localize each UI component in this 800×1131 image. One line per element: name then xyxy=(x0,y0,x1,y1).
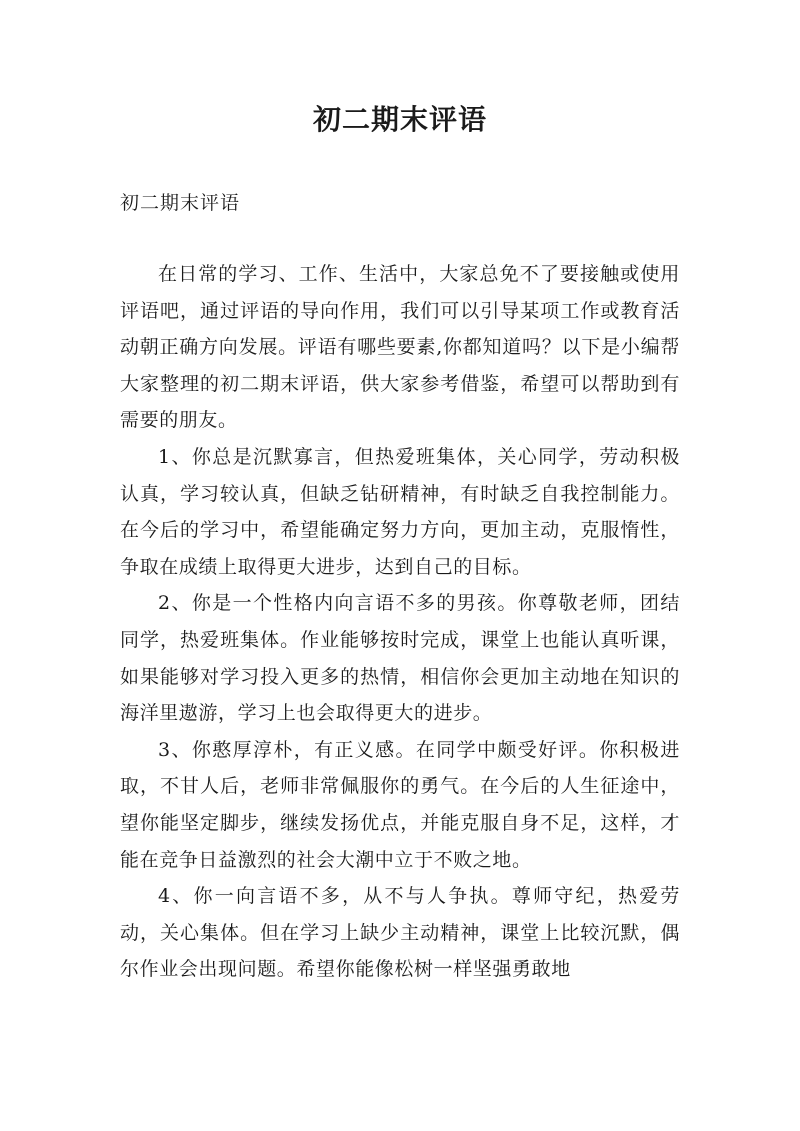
intro-paragraph: 在日常的学习、工作、生活中，大家总免不了要接触或使用评语吧，通过评语的导向作用，我们可以引导某项工作或教育活动朝正确方向发展。评语有哪些要素,你都知道吗？以下是小编帮大家整理的初二期末评语，供大家参考借鉴，希望可以帮助到有需要的朋友。 xyxy=(120,263,680,432)
comment-paragraph-2: 2、你是一个性格内向言语不多的男孩。你尊敬老师，团结同学，热爱班集体。作业能够按时完成，课堂上也能认真听课，如果能够对学习投入更多的热情，相信你会更加主动地在知识的海洋里遨游，学习上也会取得更大的进步。 xyxy=(120,592,680,725)
comment-paragraph-4: 4、你一向言语不多，从不与人争执。尊师守纪，热爱劳动，关心集体。但在学习上缺少主动精神，课堂上比较沉默，偶尔作业会出现问题。希望你能像松树一样坚强勇敢地 xyxy=(120,885,680,981)
comment-paragraph-3: 3、你憨厚淳朴，有正义感。在同学中颇受好评。你积极进取，不甘人后，老师非常佩服你的勇气。在今后的人生征途中，望你能坚定脚步，继续发扬优点，并能克服自身不足，这样，才能在竞争日益激烈的社会大潮中立于不败之地。 xyxy=(120,738,680,871)
comment-paragraph-1: 1、你总是沉默寡言，但热爱班集体，关心同学，劳动积极认真，学习较认真，但缺乏钻研精神，有时缺乏自我控制能力。在今后的学习中，希望能确定努力方向，更加主动，克服惰性，争取在成绩上取得更大进步，达到自己的目标。 xyxy=(120,445,680,578)
document-subtitle: 初二期末评语 xyxy=(120,192,241,214)
document-title: 初二期末评语 xyxy=(312,103,487,136)
document-body xyxy=(120,256,680,988)
